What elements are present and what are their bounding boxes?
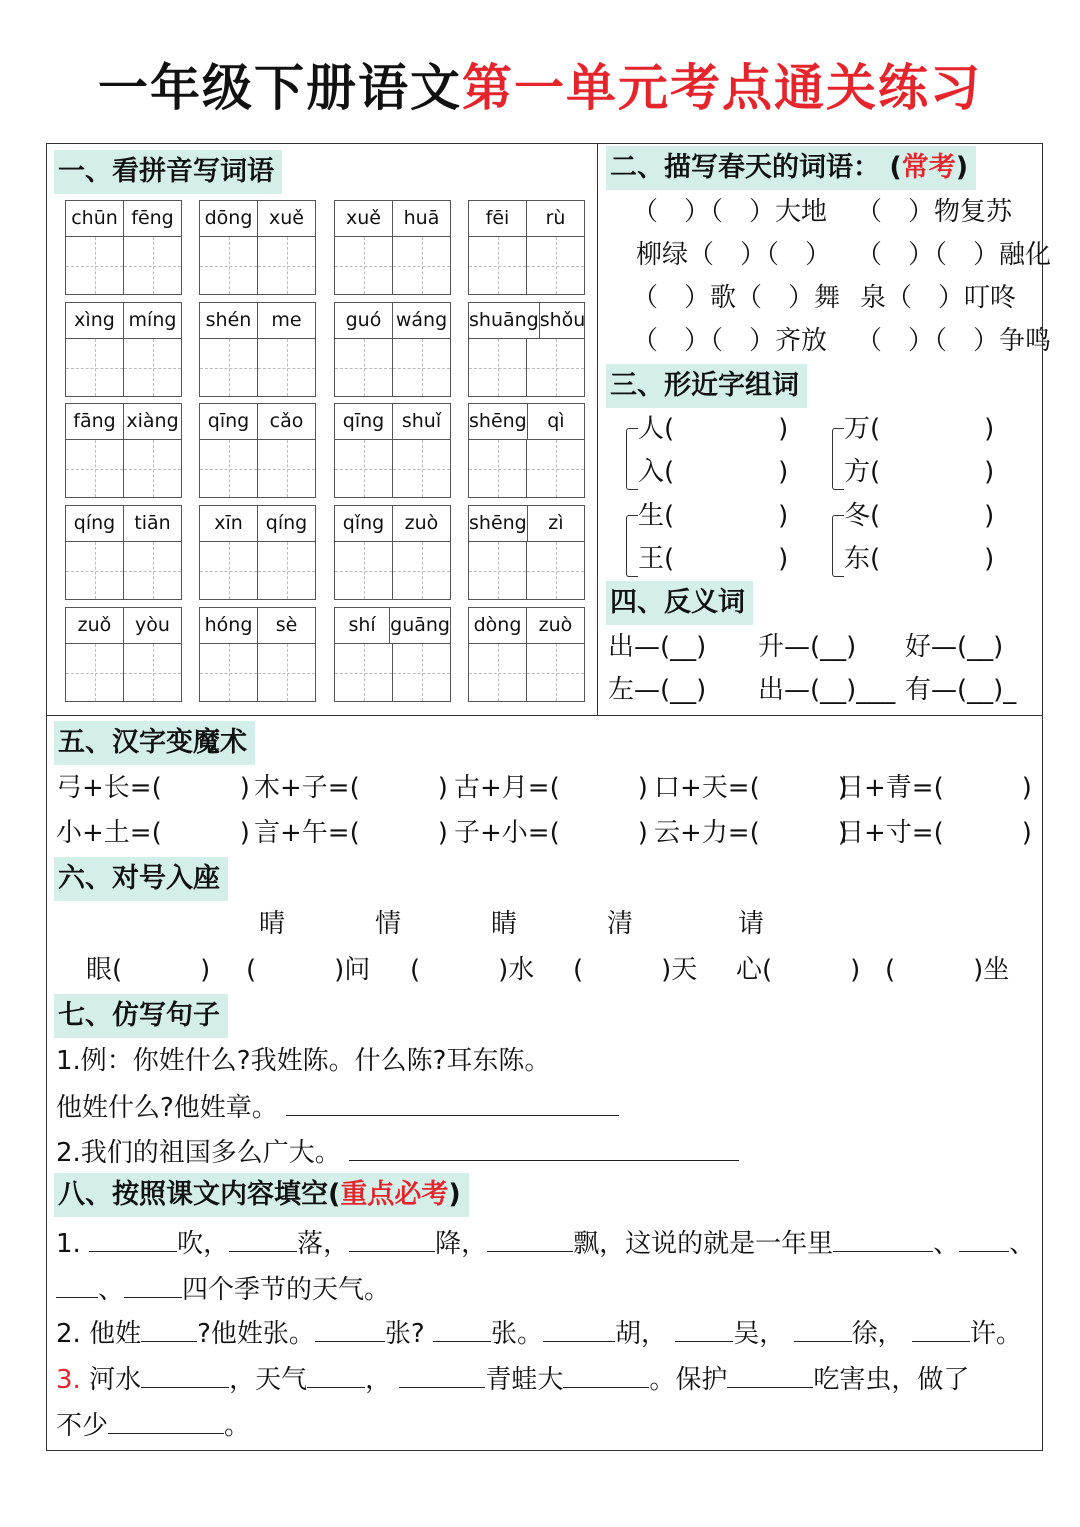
pinyin-syllable: xìng (66, 303, 124, 338)
pinyin-syllable: xīn (200, 506, 258, 541)
fill-text: ，天气 (229, 1365, 308, 1395)
antonym-item: 出—(__)___ (758, 675, 896, 705)
pinyin-syllable: qíng (66, 506, 124, 541)
pinyin-row (200, 506, 315, 542)
pinyin-box (334, 505, 451, 600)
writing-cell[interactable] (200, 644, 258, 701)
spring-word: （ ）（ ）争鸣 (856, 326, 1052, 356)
writing-cell[interactable] (335, 339, 393, 396)
bracket (832, 428, 844, 490)
fill-text: 张。 (490, 1319, 543, 1349)
section-7-heading: 七、仿写句子 (54, 994, 228, 1038)
section-1-heading: 一、看拼音写词语 (54, 150, 282, 194)
writing-grid[interactable] (66, 339, 181, 396)
writing-cell[interactable] (66, 237, 124, 294)
writing-grid[interactable] (335, 440, 450, 497)
writing-cell[interactable] (200, 339, 258, 396)
fill-text: 2. 他姓 (56, 1319, 142, 1349)
pinyin-row (200, 404, 315, 440)
fill-text: 吴， (733, 1319, 786, 1349)
pinyin-syllable: rù (545, 207, 566, 229)
title-red: 第一单元考点通关练习 (462, 59, 982, 117)
magic-item: 子+小=( ) (454, 818, 648, 848)
fill-text: 四个季节的天气。 (182, 1275, 391, 1305)
writing-cell[interactable] (393, 542, 450, 599)
answer-line[interactable] (959, 1224, 1009, 1252)
pinyin-box (65, 302, 182, 397)
similar-char-item: 王( ) (638, 544, 789, 574)
pinyin-syllable: míng (128, 309, 177, 331)
pinyin-syllable: guó (335, 303, 393, 338)
section-6-heading: 六、对号入座 (54, 857, 228, 901)
horizontal-divider (46, 715, 1043, 716)
antonym-item: 有—(__)_ (905, 675, 1017, 705)
writing-cell[interactable] (124, 237, 181, 294)
similar-char-item: 生( ) (638, 501, 789, 531)
fill-text: 吹， (177, 1229, 230, 1259)
spring-word: （ ）歌（ ）舞 (632, 283, 841, 313)
imitate-prompt: 他姓什么?他姓章。 (56, 1093, 278, 1123)
writing-cell[interactable] (258, 542, 315, 599)
pinyin-syllable: shuǐ (401, 410, 442, 432)
pinyin-box (65, 403, 182, 498)
writing-grid[interactable] (335, 339, 450, 396)
section-8-label: 八、按照课文内容填空( (58, 1179, 341, 1210)
pinyin-box (468, 200, 585, 295)
pinyin-row (335, 303, 450, 339)
pinyin-box (468, 302, 585, 397)
pinyin-box (199, 607, 316, 702)
pinyin-syllable: shǒu (539, 309, 586, 331)
pinyin-syllable: dōng (200, 201, 258, 236)
pinyin-syllable: qīng (200, 404, 258, 439)
writing-grid[interactable] (200, 440, 315, 497)
antonym-item: 好—(__) (905, 632, 1004, 662)
answer-line[interactable] (563, 1360, 649, 1388)
fill-text: 、 (933, 1229, 960, 1259)
pinyin-syllable: zuǒ (66, 608, 124, 643)
fill-text: 许。 (969, 1319, 1022, 1349)
pinyin-box (199, 505, 316, 600)
answer-line[interactable] (675, 1314, 733, 1342)
writing-grid[interactable] (335, 542, 450, 599)
writing-cell[interactable] (393, 339, 450, 396)
section-3-heading: 三、形近字组词 (606, 364, 807, 408)
section-8-close: ) (448, 1179, 461, 1210)
writing-cell[interactable] (66, 440, 124, 497)
similar-char-item: 方( ) (844, 457, 995, 487)
writing-cell[interactable] (393, 440, 450, 497)
writing-cell[interactable] (335, 542, 393, 599)
writing-grid[interactable] (66, 237, 181, 294)
section-8-heading (54, 1173, 469, 1217)
antonym-item: 升—(__) (758, 632, 857, 662)
answer-line[interactable] (399, 1360, 485, 1388)
imitate-line (56, 1133, 739, 1171)
fill-line-2 (56, 1270, 390, 1308)
match-blank: 心( ) (736, 955, 861, 985)
writing-grid[interactable] (200, 542, 315, 599)
pinyin-syllable: fēng (131, 207, 174, 229)
spring-word: 泉（ ）叮咚 (860, 283, 1017, 313)
section-8-tag: 重点必考 (340, 1179, 449, 1210)
pinyin-syllable: zuò (404, 512, 439, 534)
pinyin-row (200, 201, 315, 237)
fill-line-4 (56, 1360, 969, 1398)
writing-grid[interactable] (469, 644, 584, 701)
fill-text: ， (365, 1365, 392, 1395)
answer-line[interactable] (349, 1133, 739, 1161)
pinyin-row (66, 303, 181, 339)
fill-text: 。 (224, 1411, 251, 1441)
pinyin-box (65, 607, 182, 702)
pinyin-syllable: shēng (469, 404, 528, 439)
answer-line[interactable] (543, 1314, 615, 1342)
pinyin-row (200, 608, 315, 644)
fill-line-5 (56, 1406, 250, 1444)
answer-line[interactable] (912, 1314, 970, 1342)
answer-line[interactable] (108, 1406, 224, 1434)
pinyin-row (66, 404, 181, 440)
pinyin-syllable: huā (403, 207, 440, 229)
pinyin-syllable: qì (547, 410, 565, 432)
section-4-heading: 四、反义词 (606, 581, 753, 625)
writing-cell[interactable] (527, 644, 584, 701)
match-blank: ( )问 (246, 955, 371, 985)
pinyin-row (469, 303, 584, 339)
writing-grid[interactable] (469, 339, 584, 396)
pinyin-syllable: fēi (469, 201, 527, 236)
writing-cell[interactable] (124, 440, 181, 497)
answer-line[interactable] (229, 1224, 297, 1252)
pinyin-syllable: shí (335, 608, 390, 643)
imitate-prompt: 2.我们的祖国多么广大。 (56, 1138, 341, 1168)
similar-char-item: 东( ) (844, 544, 995, 574)
match-blank: ( )坐 (885, 955, 1010, 985)
match-char: 晴 (259, 909, 286, 939)
answer-line[interactable] (286, 1088, 619, 1116)
writing-grid[interactable] (469, 440, 584, 497)
pinyin-syllable: hóng (200, 608, 258, 643)
pinyin-box (334, 607, 451, 702)
fill-text: 。保护 (649, 1365, 728, 1395)
pinyin-box (334, 403, 451, 498)
writing-cell[interactable] (469, 644, 527, 701)
pinyin-syllable: shén (200, 303, 258, 338)
writing-cell[interactable] (469, 339, 527, 396)
writing-grid[interactable] (66, 644, 181, 701)
pinyin-syllable: zuò (538, 614, 573, 636)
magic-item: 木+子=( ) (254, 773, 448, 803)
answer-line[interactable] (833, 1224, 933, 1252)
magic-item: 小+土=( ) (56, 818, 250, 848)
pinyin-box (468, 505, 585, 600)
match-blank: ( )水 (410, 955, 535, 985)
writing-cell[interactable] (527, 440, 584, 497)
match-char: 请 (738, 909, 765, 939)
pinyin-syllable: me (271, 309, 302, 331)
pinyin-syllable: shēng (469, 506, 528, 541)
fill-text: 、 (1009, 1229, 1036, 1259)
pinyin-syllable: xiàng (126, 410, 179, 432)
match-char: 睛 (491, 909, 518, 939)
answer-line[interactable] (307, 1360, 365, 1388)
writing-cell[interactable] (124, 542, 181, 599)
fill-text: 飘，这说的就是一年里 (573, 1229, 834, 1259)
writing-grid[interactable] (200, 237, 315, 294)
writing-cell[interactable] (258, 644, 315, 701)
writing-grid[interactable] (335, 237, 450, 294)
pinyin-syllable: qīng (335, 404, 393, 439)
pinyin-syllable: wáng (395, 309, 448, 331)
writing-grid[interactable] (66, 542, 181, 599)
spring-word: （ ）物复苏 (856, 197, 1013, 227)
pinyin-syllable: chūn (66, 201, 124, 236)
pinyin-row (66, 506, 181, 542)
writing-cell[interactable] (66, 542, 124, 599)
section-2-heading: 二、描写春天的词语： (常考) (606, 146, 976, 190)
pinyin-box (334, 302, 451, 397)
writing-cell[interactable] (258, 440, 315, 497)
answer-line[interactable] (349, 1224, 435, 1252)
pinyin-box (65, 200, 182, 295)
similar-char-item: 冬( ) (844, 501, 995, 531)
writing-cell[interactable] (335, 644, 393, 701)
writing-cell[interactable] (200, 542, 258, 599)
pinyin-box (468, 403, 585, 498)
vertical-divider (597, 143, 598, 716)
fill-text: 河水 (80, 1365, 142, 1395)
writing-grid[interactable] (66, 440, 181, 497)
match-char: 清 (607, 909, 634, 939)
fill-text: 张? (384, 1319, 425, 1349)
bracket (626, 428, 638, 490)
writing-grid[interactable] (200, 339, 315, 396)
writing-grid[interactable] (469, 237, 584, 294)
spring-word: 柳绿（ ）（ ） (636, 240, 832, 270)
magic-item: 云+力=( ) (654, 818, 848, 848)
fill-text: 徐， (851, 1319, 904, 1349)
magic-item: 口+天=( ) (654, 773, 848, 803)
question-number: 3. (56, 1365, 81, 1395)
pinyin-syllable: dòng (469, 608, 527, 643)
title-black: 一年级下册语文 (98, 59, 462, 117)
answer-line[interactable] (89, 1224, 177, 1252)
answer-line[interactable] (433, 1314, 491, 1342)
fill-text: ?他姓张。 (197, 1319, 315, 1349)
writing-cell[interactable] (258, 339, 315, 396)
fill-text: 落， (297, 1229, 350, 1259)
pinyin-row (335, 608, 450, 644)
bracket (832, 515, 844, 577)
pinyin-row (66, 201, 181, 237)
writing-cell[interactable] (200, 237, 258, 294)
writing-cell[interactable] (527, 237, 584, 294)
answer-line[interactable] (124, 1270, 182, 1298)
writing-cell[interactable] (335, 237, 393, 294)
antonym-item: 左—(__) (608, 675, 707, 705)
writing-grid[interactable] (469, 542, 584, 599)
answer-line[interactable] (315, 1314, 385, 1342)
section-2-label: 二、描写春天的词语： (610, 152, 880, 183)
match-blank: ( )天 (573, 955, 698, 985)
fill-text: 降， (435, 1229, 488, 1259)
answer-line[interactable] (141, 1314, 197, 1342)
answer-line[interactable] (727, 1360, 813, 1388)
fill-text: 1. (56, 1229, 90, 1259)
writing-cell[interactable] (124, 644, 181, 701)
pinyin-box (65, 505, 182, 600)
antonym-item: 出—(__) (608, 632, 707, 662)
pinyin-row (66, 608, 181, 644)
pinyin-row (469, 506, 584, 542)
pinyin-syllable: yòu (135, 614, 170, 636)
writing-cell[interactable] (527, 339, 584, 396)
writing-cell[interactable] (469, 440, 527, 497)
spring-word: （ ）（ ）融化 (856, 240, 1052, 270)
answer-line[interactable] (56, 1270, 98, 1298)
section-5-heading: 五、汉字变魔术 (54, 721, 255, 765)
spring-word: （ ）（ ）齐放 (632, 326, 828, 356)
writing-cell[interactable] (124, 339, 181, 396)
writing-cell[interactable] (200, 440, 258, 497)
writing-cell[interactable] (335, 440, 393, 497)
magic-item: 日+寸=( ) (838, 818, 1032, 848)
pinyin-syllable: zì (548, 512, 564, 534)
fill-text: 胡， (614, 1319, 667, 1349)
imitate-line (56, 1088, 619, 1126)
writing-cell[interactable] (66, 644, 124, 701)
pinyin-row (335, 506, 450, 542)
pinyin-row (469, 201, 584, 237)
fill-text: 、 (98, 1275, 125, 1305)
pinyin-syllable: xuě (269, 207, 304, 229)
page-title (0, 48, 1080, 120)
spring-word: （ ）（ ）大地 (632, 197, 828, 227)
similar-char-item: 入( ) (638, 457, 789, 487)
pinyin-syllable: fāng (66, 404, 124, 439)
match-char: 情 (375, 909, 402, 939)
magic-item: 弓+长=( ) (56, 773, 250, 803)
pinyin-syllable: qǐng (335, 506, 393, 541)
writing-grid[interactable] (200, 644, 315, 701)
writing-cell[interactable] (469, 237, 527, 294)
pinyin-row (200, 303, 315, 339)
writing-cell[interactable] (527, 542, 584, 599)
pinyin-box (199, 302, 316, 397)
pinyin-box (199, 403, 316, 498)
pinyin-syllable: sè (275, 614, 298, 636)
writing-cell[interactable] (393, 644, 450, 701)
writing-cell[interactable] (66, 339, 124, 396)
fill-text: 吃害虫，做了 (813, 1365, 970, 1395)
match-blank: 眼( ) (86, 955, 211, 985)
pinyin-syllable: shuāng (469, 303, 540, 338)
pinyin-box (334, 200, 451, 295)
writing-cell[interactable] (393, 237, 450, 294)
bracket (626, 515, 638, 577)
answer-line[interactable] (794, 1314, 852, 1342)
pinyin-syllable: guāng (390, 614, 450, 636)
similar-char-item: 万( ) (844, 414, 995, 444)
pinyin-box (199, 200, 316, 295)
fill-line-3 (56, 1314, 1022, 1352)
pinyin-row (335, 201, 450, 237)
magic-item: 日+青=( ) (838, 773, 1032, 803)
pinyin-syllable: xuě (335, 201, 393, 236)
section-2-tag: 常考 (901, 152, 956, 183)
pinyin-syllable: cǎo (269, 410, 304, 432)
fill-line-1 (56, 1224, 1035, 1262)
answer-line[interactable] (487, 1224, 573, 1252)
writing-cell[interactable] (469, 542, 527, 599)
pinyin-row (335, 404, 450, 440)
answer-line[interactable] (141, 1360, 229, 1388)
pinyin-syllable: tiān (134, 512, 171, 534)
similar-char-item: 人( ) (638, 414, 789, 444)
fill-text: 不少 (56, 1411, 109, 1441)
writing-cell[interactable] (258, 237, 315, 294)
pinyin-box (468, 607, 585, 702)
magic-item: 古+月=( ) (454, 773, 648, 803)
pinyin-row (469, 404, 584, 440)
pinyin-syllable: qíng (265, 512, 308, 534)
imitate-example: 1.例：你姓什么?我姓陈。什么陈?耳东陈。 (56, 1046, 551, 1076)
writing-grid[interactable] (335, 644, 450, 701)
magic-item: 言+午=( ) (254, 818, 448, 848)
pinyin-row (469, 608, 584, 644)
fill-text: 青蛙大 (485, 1365, 564, 1395)
